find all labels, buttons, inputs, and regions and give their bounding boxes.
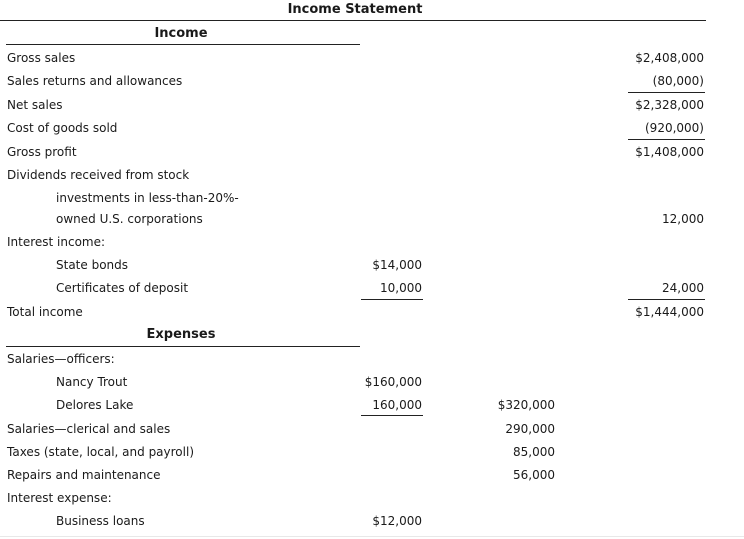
- page-title: Income Statement: [287, 2, 423, 17]
- row-label-returns: Sales returns and allowances: [7, 74, 183, 88]
- row-label-gross-sales: Gross sales: [7, 51, 76, 65]
- row-label-salaries-officers: Salaries—officers:: [7, 352, 115, 366]
- amount-taxes: 85,000: [513, 445, 555, 459]
- amount-nancy: $160,000: [364, 375, 422, 389]
- underline-cds: [361, 299, 423, 300]
- amount-dividends: 12,000: [662, 212, 704, 226]
- row-label-gross-profit: Gross profit: [7, 145, 77, 159]
- amount-gross-profit: $1,408,000: [635, 145, 704, 159]
- income-heading-rule: [6, 44, 360, 45]
- bottom-divider: [0, 536, 744, 537]
- amount-business-loans: $12,000: [372, 514, 422, 528]
- amount-salaries-clerical: 290,000: [505, 422, 555, 436]
- amount-cds: 10,000: [380, 281, 422, 295]
- amount-net-sales: $2,328,000: [635, 98, 704, 112]
- amount-interest-total: 24,000: [662, 281, 704, 295]
- title-rule: [0, 20, 706, 21]
- underline-delores: [361, 415, 423, 416]
- expenses-heading: Expenses: [146, 327, 216, 342]
- amount-state-bonds: $14,000: [372, 258, 422, 272]
- row-label-cogs: Cost of goods sold: [7, 121, 118, 135]
- underline-returns: [628, 92, 705, 93]
- row-label-taxes: Taxes (state, local, and payroll): [7, 445, 195, 459]
- row-label-repairs: Repairs and maintenance: [7, 468, 161, 482]
- row-label-dividends-1: Dividends received from stock: [7, 168, 190, 182]
- amount-repairs: 56,000: [513, 468, 555, 482]
- amount-total-income: $1,444,000: [635, 305, 704, 319]
- expenses-heading-rule: [6, 346, 360, 347]
- row-label-business-loans: Business loans: [56, 514, 145, 528]
- income-heading: Income: [154, 26, 208, 41]
- underline-interest-total: [628, 299, 705, 300]
- amount-officers-total: $320,000: [497, 398, 555, 412]
- row-label-dividends-2: investments in less-than-20%-: [56, 191, 239, 205]
- row-label-interest-expense: Interest expense:: [7, 491, 112, 505]
- row-label-delores: Delores Lake: [56, 398, 134, 412]
- row-label-total-income: Total income: [7, 305, 83, 319]
- row-label-dividends-3: owned U.S. corporations: [56, 212, 203, 226]
- underline-cogs: [628, 139, 705, 140]
- amount-delores: 160,000: [372, 398, 422, 412]
- amount-returns: (80,000): [652, 74, 704, 88]
- amount-cogs: (920,000): [645, 121, 704, 135]
- amount-gross-sales: $2,408,000: [635, 51, 704, 65]
- row-label-cds: Certificates of deposit: [56, 281, 189, 295]
- row-label-net-sales: Net sales: [7, 98, 63, 112]
- row-label-nancy: Nancy Trout: [56, 375, 128, 389]
- row-label-salaries-clerical: Salaries—clerical and sales: [7, 422, 171, 436]
- row-label-state-bonds: State bonds: [56, 258, 129, 272]
- row-label-interest-income: Interest income:: [7, 235, 106, 249]
